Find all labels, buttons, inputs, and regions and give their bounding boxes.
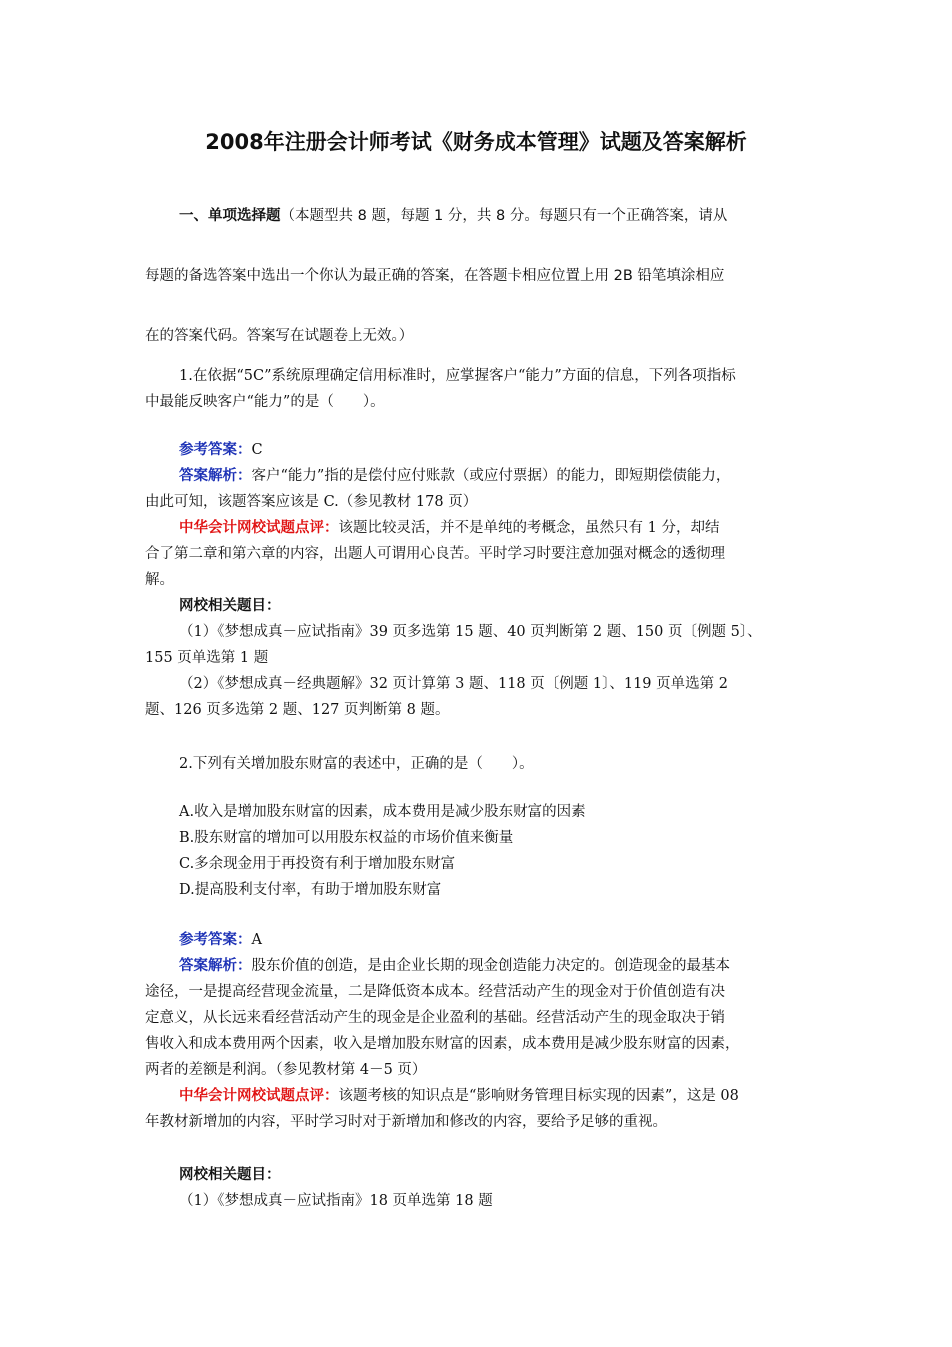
related-item-2-line1: （2）《梦想成真－经典题解》32 页计算第 3 题、118 页〔例题 1〕、119 页单选第 2 — [179, 676, 728, 692]
analysis-text-line2: 途径，一是提高经营现金流量，二是降低资本成本。经营活动产生的现金对于价值创造有决 — [145, 984, 725, 1000]
answer-label: 参考答案： — [179, 931, 252, 948]
question-2-related — [145, 1162, 813, 1214]
related-label: 网校相关题目： — [179, 1166, 281, 1183]
question-2-stem-line: 2.下列有关增加股东财富的表述中，正确的是（ ）。 — [179, 756, 534, 772]
question-1-stem-line2: 中最能反映客户“能力”的是（ ）。 — [145, 394, 385, 410]
analysis-text-line1: 股东价值的创造，是由企业长期的现金创造能力决定的。创造现金的最基本 — [251, 958, 730, 974]
question-2-answer-block — [145, 927, 813, 1135]
question-1-stem-line1: 1.在依据“5C”系统原理确定信用标准时，应掌握客户“能力”方面的信息，下列各项指标 — [179, 368, 736, 384]
section-text-line3: 在的答案代码。答案写在试题卷上无效。） — [145, 328, 414, 344]
section-heading: 一、单项选择题 — [179, 208, 281, 224]
question-1-answer-block — [145, 437, 813, 723]
option-c: C.多余现金用于再投资有利于增加股东财富 — [179, 856, 456, 872]
option-d: D.提高股利支付率，有助于增加股东财富 — [179, 882, 442, 898]
review-label: 中华会计网校试题点评： — [179, 519, 339, 536]
answer-value: A — [251, 932, 262, 948]
option-a: A.收入是增加股东财富的因素，成本费用是减少股东财富的因素 — [179, 804, 586, 820]
analysis-text-line2: 由此可知，该题答案应该是 C.（参见教材 178 页） — [145, 494, 478, 510]
analysis-label: 答案解析： — [179, 957, 252, 974]
related-item-1: （1）《梦想成真－应试指南》18 页单选第 18 题 — [179, 1193, 493, 1209]
related-item-1-line2: 155 页单选第 1 题 — [145, 650, 269, 666]
related-label: 网校相关题目： — [179, 597, 281, 614]
review-text-line1: 该题考核的知识点是“影响财务管理目标实现的因素”，这是 08 — [338, 1088, 739, 1104]
section-instructions — [145, 186, 813, 366]
analysis-label: 答案解析： — [179, 467, 252, 484]
review-label: 中华会计网校试题点评： — [179, 1087, 339, 1104]
answer-label: 参考答案： — [179, 441, 252, 458]
review-text-line1: 该题比较灵活，并不是单纯的考概念，虽然只有 1 分，却结 — [338, 520, 720, 536]
review-text-line2: 年教材新增加的内容，平时学习时对于新增加和修改的内容，要给予足够的重视。 — [145, 1114, 667, 1130]
analysis-text-line5: 两者的差额是利润。（参见教材第 4－5 页） — [145, 1062, 427, 1078]
option-b: B.股东财富的增加可以用股东权益的市场价值来衡量 — [179, 830, 514, 846]
related-item-2-line2: 题、126 页多选第 2 题、127 页判断第 8 题。 — [145, 702, 450, 718]
question-1-stem — [145, 363, 813, 415]
related-item-1-line1: （1）《梦想成真－应试指南》39 页多选第 15 题、40 页判断第 2 题、150 页〔例题 5〕、 — [179, 624, 762, 640]
question-2-options — [145, 799, 813, 903]
answer-value: C — [251, 442, 263, 458]
section-text-line2: 每题的备选答案中选出一个你认为最正确的答案，在答题卡相应位置上用 2B 铅笔填涂相应 — [145, 268, 725, 284]
analysis-text-line3: 定意义，从长远来看经营活动产生的现金是企业盈利的基础。经营活动产生的现金取决于销 — [145, 1010, 725, 1026]
review-text-line2: 合了第二章和第六章的内容，出题人可谓用心良苦。平时学习时要注意加强对概念的透彻理 — [145, 546, 725, 562]
analysis-text-line1: 客户“能力”指的是偿付应付账款（或应付票据）的能力，即短期偿债能力， — [251, 468, 731, 484]
document-title: 2008年注册会计师考试《财务成本管理》试题及答案解析 — [205, 130, 747, 154]
section-text-line1: （本题型共 8 题，每题 1 分，共 8 分。每题只有一个正确答案，请从 — [280, 208, 728, 224]
review-text-line3: 解。 — [145, 572, 174, 588]
analysis-text-line4: 售收入和成本费用两个因素，收入是增加股东财富的因素，成本费用是减少股东财富的因素， — [145, 1036, 740, 1052]
question-2-stem — [145, 751, 813, 777]
